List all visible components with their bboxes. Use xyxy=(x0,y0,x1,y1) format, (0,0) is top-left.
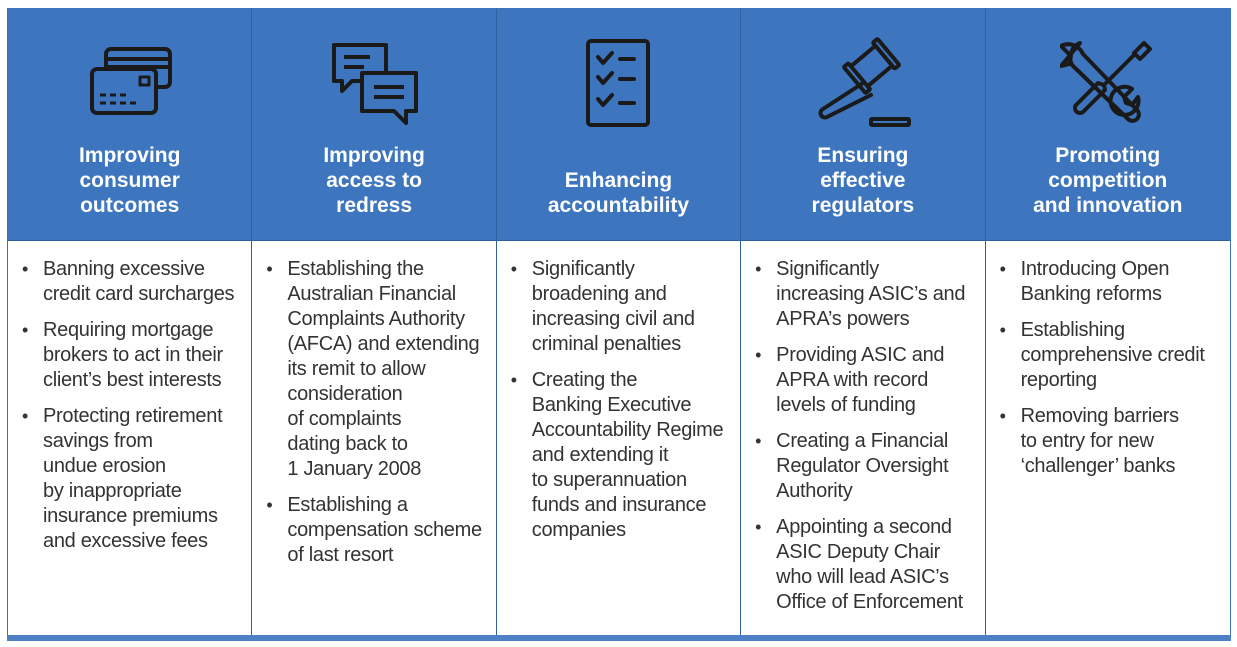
column-title-line: access to xyxy=(326,169,422,192)
list-item-text: its remit to allow xyxy=(287,358,426,380)
column-body xyxy=(986,241,1230,479)
list-item-text: Introducing Open xyxy=(1020,258,1170,280)
list-item-text: Establishing xyxy=(1020,319,1125,341)
list-item-text: ASIC Deputy Chair xyxy=(776,541,941,563)
column-title-line: and innovation xyxy=(1033,194,1183,217)
credit-card-icon xyxy=(82,37,178,129)
column-body xyxy=(497,241,740,543)
list-item-text: of complaints xyxy=(287,408,402,430)
list-item xyxy=(22,404,239,554)
list-item xyxy=(266,257,483,482)
column-title xyxy=(503,168,734,218)
list-item-text: Authority xyxy=(776,480,853,502)
list-item-text: and extending it xyxy=(531,444,669,466)
list-item-text: Regulator Oversight xyxy=(776,455,949,477)
list-item-text: Protecting retirement xyxy=(43,405,223,427)
list-item-text: brokers to act in their xyxy=(43,344,223,366)
list-item-text: increasing civil and xyxy=(531,308,695,330)
list-item-text: companies xyxy=(531,519,626,541)
list-item-text: client’s best interests xyxy=(43,369,222,391)
list-item-text: ‘challenger’ banks xyxy=(1020,455,1176,477)
column-title xyxy=(14,143,245,218)
list-item-text: Significantly xyxy=(776,258,879,280)
list-item-text: Establishing the xyxy=(287,258,424,280)
bullet-icon: • xyxy=(22,320,29,340)
list-item-text: Providing ASIC and xyxy=(776,344,945,366)
column-header xyxy=(741,9,984,241)
list-item-text: Banking reforms xyxy=(1020,283,1162,305)
bottom-rule xyxy=(7,635,1231,641)
column-title-line: regulators xyxy=(811,194,915,217)
column-title-line: consumer xyxy=(79,169,180,192)
bullet-icon: • xyxy=(999,259,1006,279)
list-item-text: Removing barriers xyxy=(1020,405,1179,427)
column-title-line: Improving xyxy=(323,144,425,167)
chat-bubbles-icon xyxy=(326,37,422,129)
list-item-text: Office of Enforcement xyxy=(776,591,963,613)
list-item-text: 1 January 2008 xyxy=(287,458,422,480)
list-item-text: Establishing a xyxy=(287,494,408,516)
bullet-icon: • xyxy=(755,259,762,279)
list-item-text: increasing ASIC’s and xyxy=(776,283,966,305)
list-item-text: consideration xyxy=(287,383,403,405)
list-item-text: APRA’s powers xyxy=(776,308,910,330)
column-body xyxy=(741,241,984,615)
bullet-icon: • xyxy=(999,320,1006,340)
list-item xyxy=(22,257,239,307)
list-item-text: Complaints Authority xyxy=(287,308,465,330)
wrench-screwdriver-icon xyxy=(1060,37,1156,129)
list-item-text: Banking Executive xyxy=(531,394,692,416)
list-item-text: insurance premiums xyxy=(43,505,218,527)
list-item-text: broadening and xyxy=(531,283,667,305)
bullet-icon: • xyxy=(266,259,273,279)
list-item-text: by inappropriate xyxy=(43,480,182,502)
column-title-line: redress xyxy=(336,194,413,217)
list-item-text: Appointing a second xyxy=(776,516,952,538)
list-item-text: APRA with record xyxy=(776,369,929,391)
bullet-icon: • xyxy=(755,517,762,537)
list-item xyxy=(755,257,972,332)
column-header xyxy=(497,9,740,241)
column-title-line: competition xyxy=(1048,169,1168,192)
checklist-icon xyxy=(570,37,666,129)
list-item-text: credit card surcharges xyxy=(43,283,235,305)
bullet-list xyxy=(266,257,483,568)
list-item-text: to entry for new xyxy=(1020,430,1154,452)
column xyxy=(986,9,1230,639)
reform-table xyxy=(7,8,1231,640)
column-title-line: accountability xyxy=(547,194,690,217)
list-item-text: levels of funding xyxy=(776,394,916,416)
list-item-text: comprehensive credit xyxy=(1020,344,1205,366)
bullet-icon: • xyxy=(22,259,29,279)
list-item xyxy=(755,429,972,504)
list-item-text: Creating the xyxy=(531,369,638,391)
column xyxy=(8,9,252,639)
list-item-text: dating back to xyxy=(287,433,408,455)
bullet-list xyxy=(1000,257,1218,479)
column-title-line: outcomes xyxy=(80,194,180,217)
gavel-icon xyxy=(815,37,911,129)
bullet-icon: • xyxy=(22,406,29,426)
list-item-text: Accountability Regime xyxy=(531,419,724,441)
column xyxy=(497,9,741,639)
column-title xyxy=(258,143,489,218)
bullet-list xyxy=(511,257,728,543)
bullet-icon: • xyxy=(755,345,762,365)
column-header xyxy=(8,9,251,241)
list-item-text: of last resort xyxy=(287,544,394,566)
list-item-text: Creating a Financial xyxy=(776,430,949,452)
list-item xyxy=(755,343,972,418)
bullet-list xyxy=(22,257,239,554)
bullet-list xyxy=(755,257,972,615)
column-title-line: Ensuring xyxy=(817,144,909,167)
column-body xyxy=(8,241,251,554)
list-item-text: Requiring mortgage xyxy=(43,319,214,341)
list-item xyxy=(266,493,483,568)
column-title-line: effective xyxy=(820,169,906,192)
list-item-text: compensation scheme xyxy=(287,519,482,541)
list-item-text: (AFCA) and extending xyxy=(287,333,480,355)
bullet-icon: • xyxy=(755,431,762,451)
column xyxy=(252,9,496,639)
list-item xyxy=(1000,257,1218,307)
list-item-text: Significantly xyxy=(531,258,635,280)
column-header xyxy=(252,9,495,241)
column xyxy=(741,9,985,639)
list-item-text: and excessive fees xyxy=(43,530,208,552)
list-item-text: undue erosion xyxy=(43,455,166,477)
list-item-text: reporting xyxy=(1020,369,1097,391)
bullet-icon: • xyxy=(266,495,273,515)
list-item xyxy=(22,318,239,393)
list-item xyxy=(511,257,728,357)
list-item-text: funds and insurance xyxy=(531,494,707,516)
column-title xyxy=(992,143,1224,218)
column-title-line: Enhancing xyxy=(564,169,673,192)
column-title-line: Improving xyxy=(78,144,181,167)
list-item xyxy=(1000,404,1218,479)
columns xyxy=(8,9,1230,639)
list-item xyxy=(755,515,972,615)
list-item-text: criminal penalties xyxy=(531,333,681,355)
bullet-icon: • xyxy=(999,406,1006,426)
list-item-text: who will lead ASIC’s xyxy=(776,566,949,588)
list-item-text: to superannuation xyxy=(531,469,687,491)
list-item-text: savings from xyxy=(43,430,153,452)
column-title xyxy=(747,143,978,218)
column-body xyxy=(252,241,495,568)
column-header xyxy=(986,9,1230,241)
list-item xyxy=(1000,318,1218,393)
list-item-text: Banning excessive xyxy=(43,258,205,280)
column-title-line: Promoting xyxy=(1055,144,1161,167)
list-item-text: Australian Financial xyxy=(287,283,456,305)
bullet-icon: • xyxy=(510,370,517,390)
list-item xyxy=(511,368,728,543)
bullet-icon: • xyxy=(510,259,517,279)
